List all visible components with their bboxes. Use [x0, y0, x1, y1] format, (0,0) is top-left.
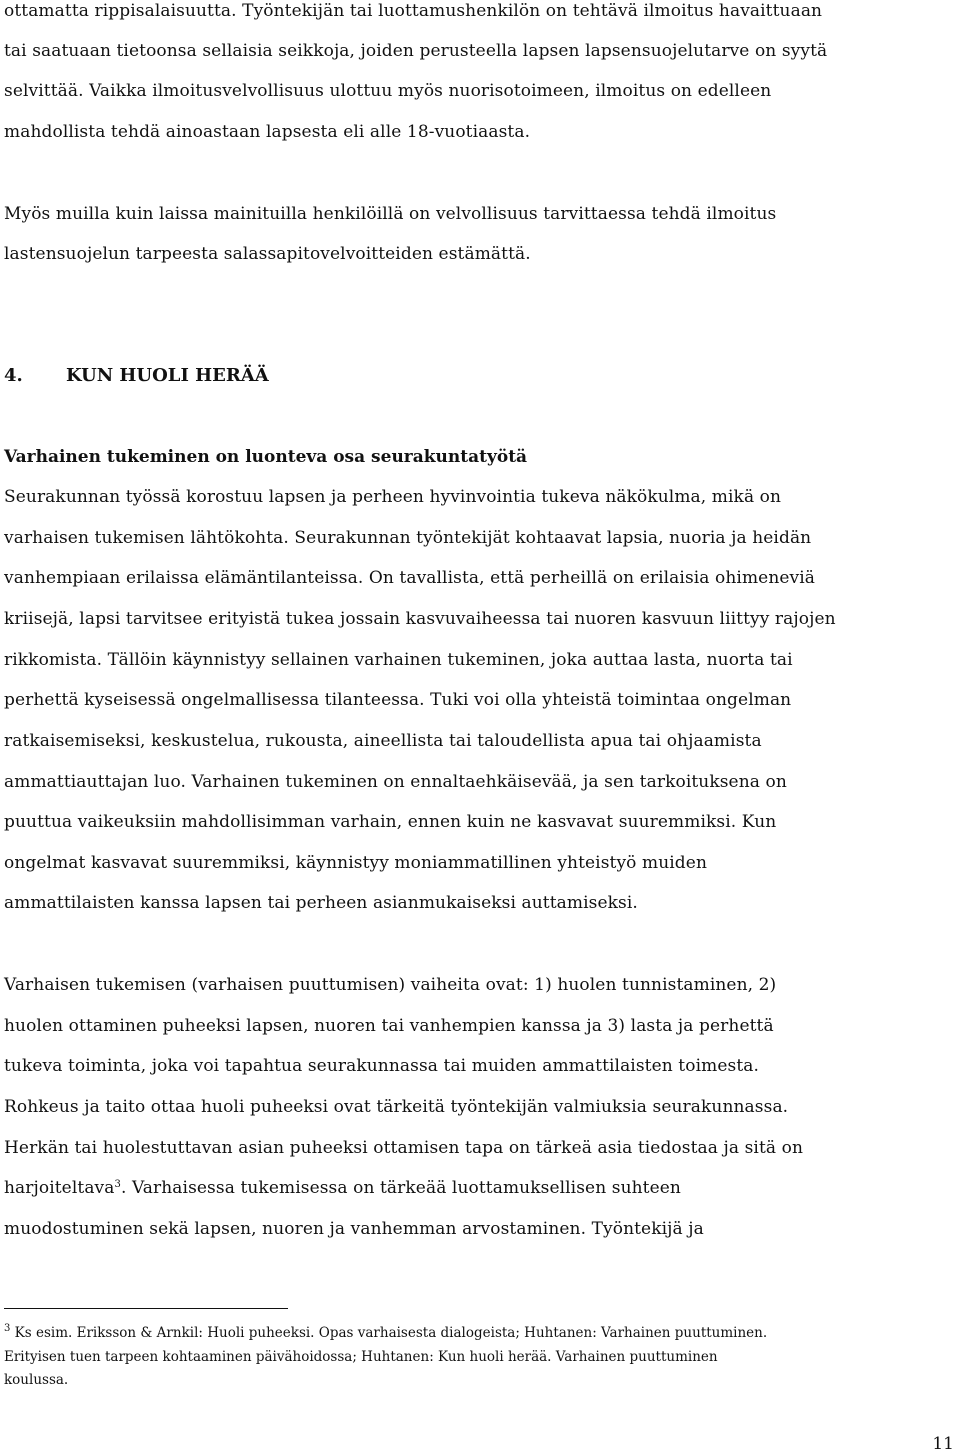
paragraph-1-line-3: selvittää. Vaikka ilmoitusvelvollisuus ulottuu myös nuorisotoimeen, ilmoitus on edelleen	[4, 81, 772, 101]
paragraph-3-line-4: kriisejä, lapsi tarvitsee erityistä tukea jossain kasvuvaiheessa tai nuoren kasvuun liittyy rajojen	[4, 609, 836, 629]
footnote-text-1: Ks esim. Eriksson & Arnkil: Huoli puheeksi. Opas varhaisesta dialogeista; Huhtanen: Varhainen puuttuminen.	[10, 1325, 768, 1341]
footnote-separator	[4, 1308, 288, 1309]
paragraph-4-line-3: tukeva toiminta, joka voi tapahtua seurakunnassa tai muiden ammattilaisten toimesta.	[4, 1056, 759, 1076]
paragraph-3-line-3: vanhempiaan erilaissa elämäntilanteissa. On tavallista, että perheillä on erilaisia ohimeneviä	[4, 568, 816, 588]
paragraph-4-line-4: Rohkeus ja taito ottaa huoli puheeksi ovat tärkeitä työntekijän valmiuksia seurakunnassa.	[4, 1097, 789, 1117]
paragraph-3-line-9: puuttua vaikeuksiin mahdollisimman varhain, ennen kuin ne kasvavat suuremmiksi. Kun	[4, 812, 777, 832]
paragraph-3-line-2: varhaisen tukemisen lähtökohta. Seurakunnan työntekijät kohtaavat lapsia, nuoria ja heidän	[4, 528, 812, 548]
paragraph-2-line-1: Myös muilla kuin laissa mainituilla henkilöillä on velvollisuus tarvittaessa tehdä ilmoitus	[4, 204, 777, 224]
section-heading	[4, 364, 269, 388]
page-number: 11	[932, 1434, 954, 1454]
footnote-line-1	[4, 1324, 767, 1342]
paragraph-1-line-1: ottamatta rippisalaisuutta. Työntekijän tai luottamushenkilön on tehtävä ilmoitus havaittuaan	[4, 1, 823, 21]
paragraph-4-line-6-before: harjoiteltava	[4, 1178, 115, 1198]
paragraph-4-line-1: Varhaisen tukemisen (varhaisen puuttumisen) vaiheita ovat: 1) huolen tunnistaminen, 2)	[4, 975, 777, 995]
paragraph-3-line-10: ongelmat kasvavat suuremmiksi, käynnistyy moniammatillinen yhteistyö muiden	[4, 853, 707, 873]
paragraph-3-line-6: perhettä kyseisessä ongelmallisessa tilanteessa. Tuki voi olla yhteistä toimintaa ongelman	[4, 690, 792, 710]
paragraph-3-line-1: Seurakunnan työssä korostuu lapsen ja perheen hyvinvointia tukeva näkökulma, mikä on	[4, 487, 782, 507]
section-number: 4.	[4, 365, 23, 386]
paragraph-1-line-2: tai saatuaan tietoonsa sellaisia seikkoja, joiden perusteella lapsen lapsensuojelutarve on syytä	[4, 41, 828, 61]
paragraph-3-line-5: rikkomista. Tällöin käynnistyy sellainen varhainen tukeminen, joka auttaa lasta, nuorta tai	[4, 650, 793, 670]
paragraph-4-line-6-after: . Varhaisessa tukemisessa on tärkeää luottamuksellisen suhteen	[120, 1178, 681, 1198]
footnote-line-2: Erityisen tuen tarpeen kohtaaminen päivähoidossa; Huhtanen: Kun huoli herää. Varhainen puuttuminen	[4, 1349, 718, 1365]
paragraph-1-line-4: mahdollista tehdä ainoastaan lapsesta eli alle 18-vuotiaasta.	[4, 122, 531, 142]
paragraph-2-line-2: lastensuojelun tarpeesta salassapitovelvoitteiden estämättä.	[4, 244, 531, 264]
paragraph-4-line-6	[4, 1177, 681, 1199]
footnote-line-3: koulussa.	[4, 1372, 69, 1388]
paragraph-4-line-7: muodostuminen sekä lapsen, nuoren ja vanhemman arvostaminen. Työntekijä ja	[4, 1219, 704, 1239]
paragraph-3-line-7: ratkaisemiseksi, keskustelua, rukousta, aineellista tai taloudellista apua tai ohjaamista	[4, 731, 762, 751]
paragraph-4-line-5: Herkän tai huolestuttavan asian puheeksi ottamisen tapa on tärkeä asia tiedostaa ja sitä on	[4, 1138, 804, 1158]
section-title: KUN HUOLI HERÄÄ	[66, 365, 269, 386]
paragraph-3-line-11: ammattilaisten kanssa lapsen tai perheen asianmukaiseksi auttamiseksi.	[4, 893, 638, 913]
footnote-reference[interactable]: 3	[114, 1179, 121, 1190]
subheading: Varhainen tukeminen on luonteva osa seurakuntatyötä	[4, 447, 528, 467]
paragraph-4-line-2: huolen ottaminen puheeksi lapsen, nuoren tai vanhempien kanssa ja 3) lasta ja perhettä	[4, 1016, 774, 1036]
paragraph-3-line-8: ammattiauttajan luo. Varhainen tukeminen on ennaltaehkäisevää, ja sen tarkoituksena on	[4, 772, 787, 792]
footnote-marker: 3	[4, 1323, 11, 1334]
